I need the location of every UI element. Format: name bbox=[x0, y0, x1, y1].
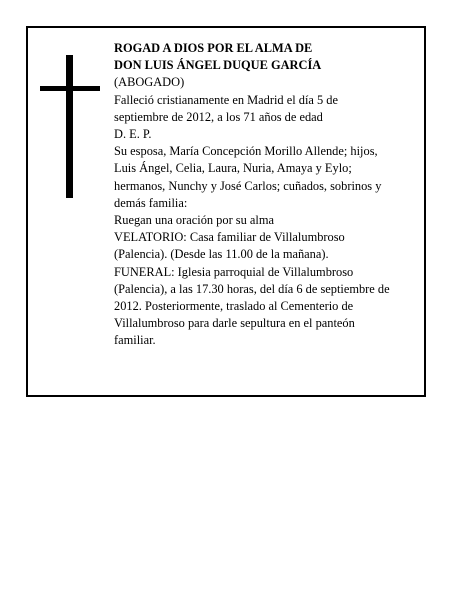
notice-text-block bbox=[114, 40, 424, 350]
death-info-line-2: septiembre de 2012, a los 71 años de edad bbox=[114, 109, 323, 124]
cross-icon bbox=[40, 55, 100, 198]
cross-vertical-bar bbox=[66, 55, 73, 198]
funeral-line-2: (Palencia), a las 17.30 horas, del día 6 de septiembre de bbox=[114, 281, 390, 296]
funeral-line-1: FUNERAL: Iglesia parroquial de Villalumbroso bbox=[114, 264, 354, 279]
wake-line-1: VELATORIO: Casa familiar de Villalumbroso bbox=[114, 230, 345, 245]
death-info-line-1: Falleció cristianamente en Madrid el día 5 de bbox=[114, 92, 338, 107]
wake-line-2: (Palencia). (Desde las 11.00 de la mañana). bbox=[114, 247, 329, 262]
family-line-4: demás familia: bbox=[114, 195, 188, 210]
rip-text: D. E. P. bbox=[114, 127, 152, 142]
obituary-notice bbox=[26, 26, 426, 397]
prayer-request: Ruegan una oración por su alma bbox=[114, 213, 274, 228]
funeral-line-5: familiar. bbox=[114, 333, 156, 348]
deceased-name: DON LUIS ÁNGEL DUQUE GARCÍA bbox=[114, 58, 322, 73]
funeral-line-4: Villalumbroso para darle sepultura en el panteón bbox=[114, 316, 355, 331]
funeral-line-3: 2012. Posteriormente, traslado al Cementerio de bbox=[114, 299, 354, 314]
family-line-3: hermanos, Nunchy y José Carlos; cuñados, sobrinos y bbox=[114, 178, 382, 193]
family-line-2: Luis Ángel, Celia, Laura, Nuria, Amaya y Eylo; bbox=[114, 161, 352, 176]
heading-line-1: ROGAD A DIOS POR EL ALMA DE bbox=[114, 41, 313, 55]
family-line-1: Su esposa, María Concepción Morillo Allende; hijos, bbox=[114, 144, 378, 159]
profession: (ABOGADO) bbox=[114, 75, 185, 90]
cross-horizontal-bar bbox=[40, 86, 100, 91]
